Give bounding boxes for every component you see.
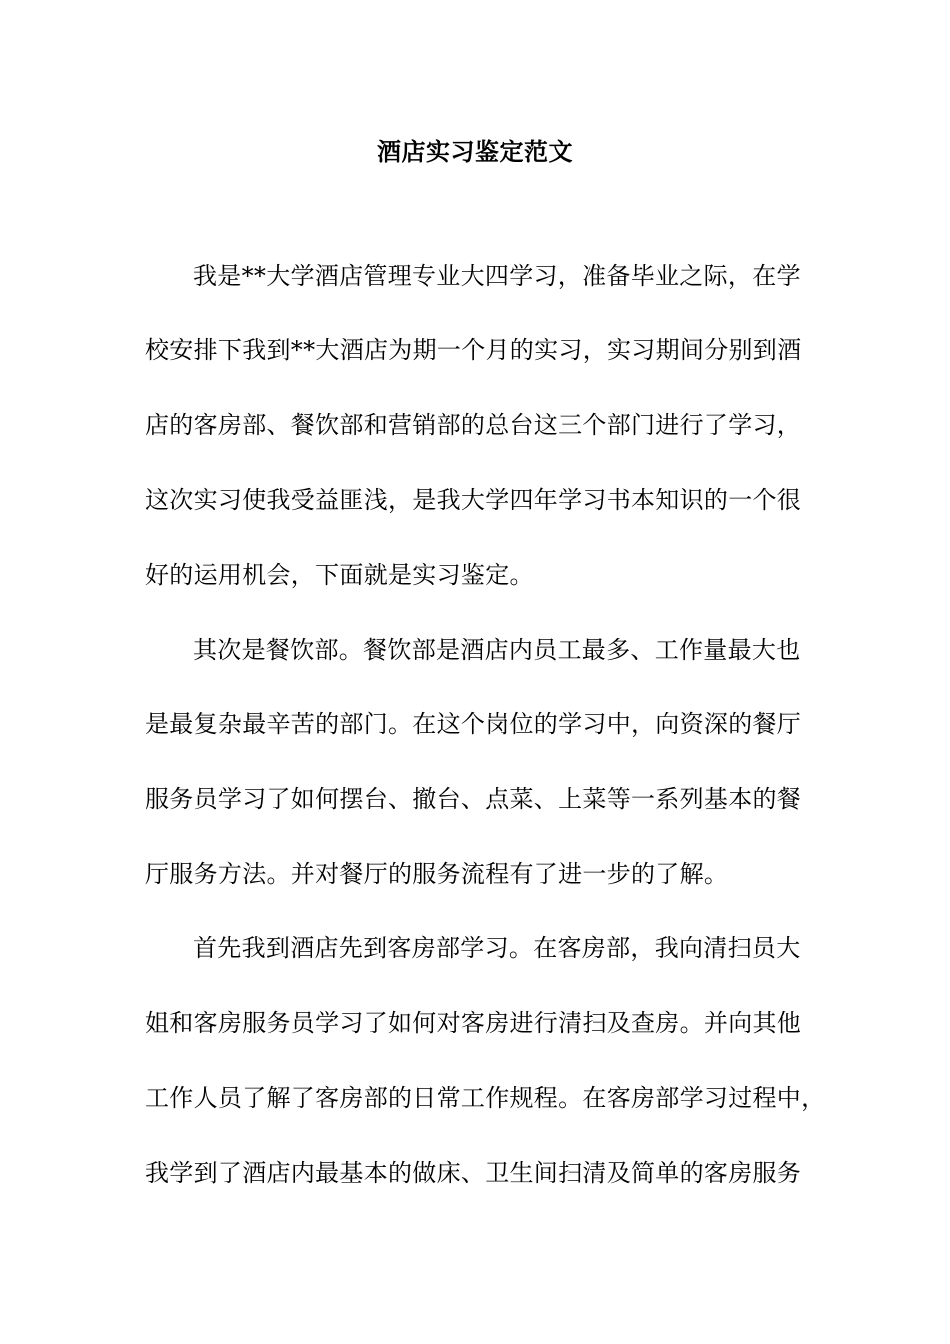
paragraph-1-line-1: 我是**大学酒店管理专业大四学习，准备毕业之际，在学 (193, 262, 801, 290)
paragraph-3-line-4: 我学到了酒店内最基本的做床、卫生间扫清及简单的客房服务 (145, 1159, 802, 1187)
paragraph-1-line-3: 店的客房部、餐饮部和营销部的总台这三个部门进行了学习， (145, 411, 802, 439)
paragraph-1-line-4: 这次实习使我受益匪浅，是我大学四年学习书本知识的一个很 (145, 486, 802, 514)
document-title: 酒店实习鉴定范文 (377, 137, 573, 166)
paragraph-3-line-2: 姐和客房服务员学习了如何对客房进行清扫及查房。并向其他 (145, 1009, 802, 1037)
paragraph-1-line-5: 好的运用机会，下面就是实习鉴定。 (145, 561, 534, 589)
paragraph-2-line-1: 其次是餐饮部。餐饮部是酒店内员工最多、工作量最大也 (193, 636, 801, 664)
paragraph-1-line-2: 校安排下我到**大酒店为期一个月的实习，实习期间分别到酒 (145, 336, 802, 364)
paragraph-2-line-4: 厅服务方法。并对餐厅的服务流程有了进一步的了解。 (145, 860, 729, 888)
paragraph-3-line-1: 首先我到酒店先到客房部学习。在客房部，我向清扫员大 (193, 934, 801, 962)
paragraph-2-line-2: 是最复杂最辛苦的部门。在这个岗位的学习中，向资深的餐厅 (145, 710, 802, 738)
paragraph-3-line-3: 工作人员了解了客房部的日常工作规程。在客房部学习过程中， (145, 1084, 826, 1112)
paragraph-2-line-3: 服务员学习了如何摆台、撤台、点菜、上菜等一系列基本的餐 (145, 785, 802, 813)
